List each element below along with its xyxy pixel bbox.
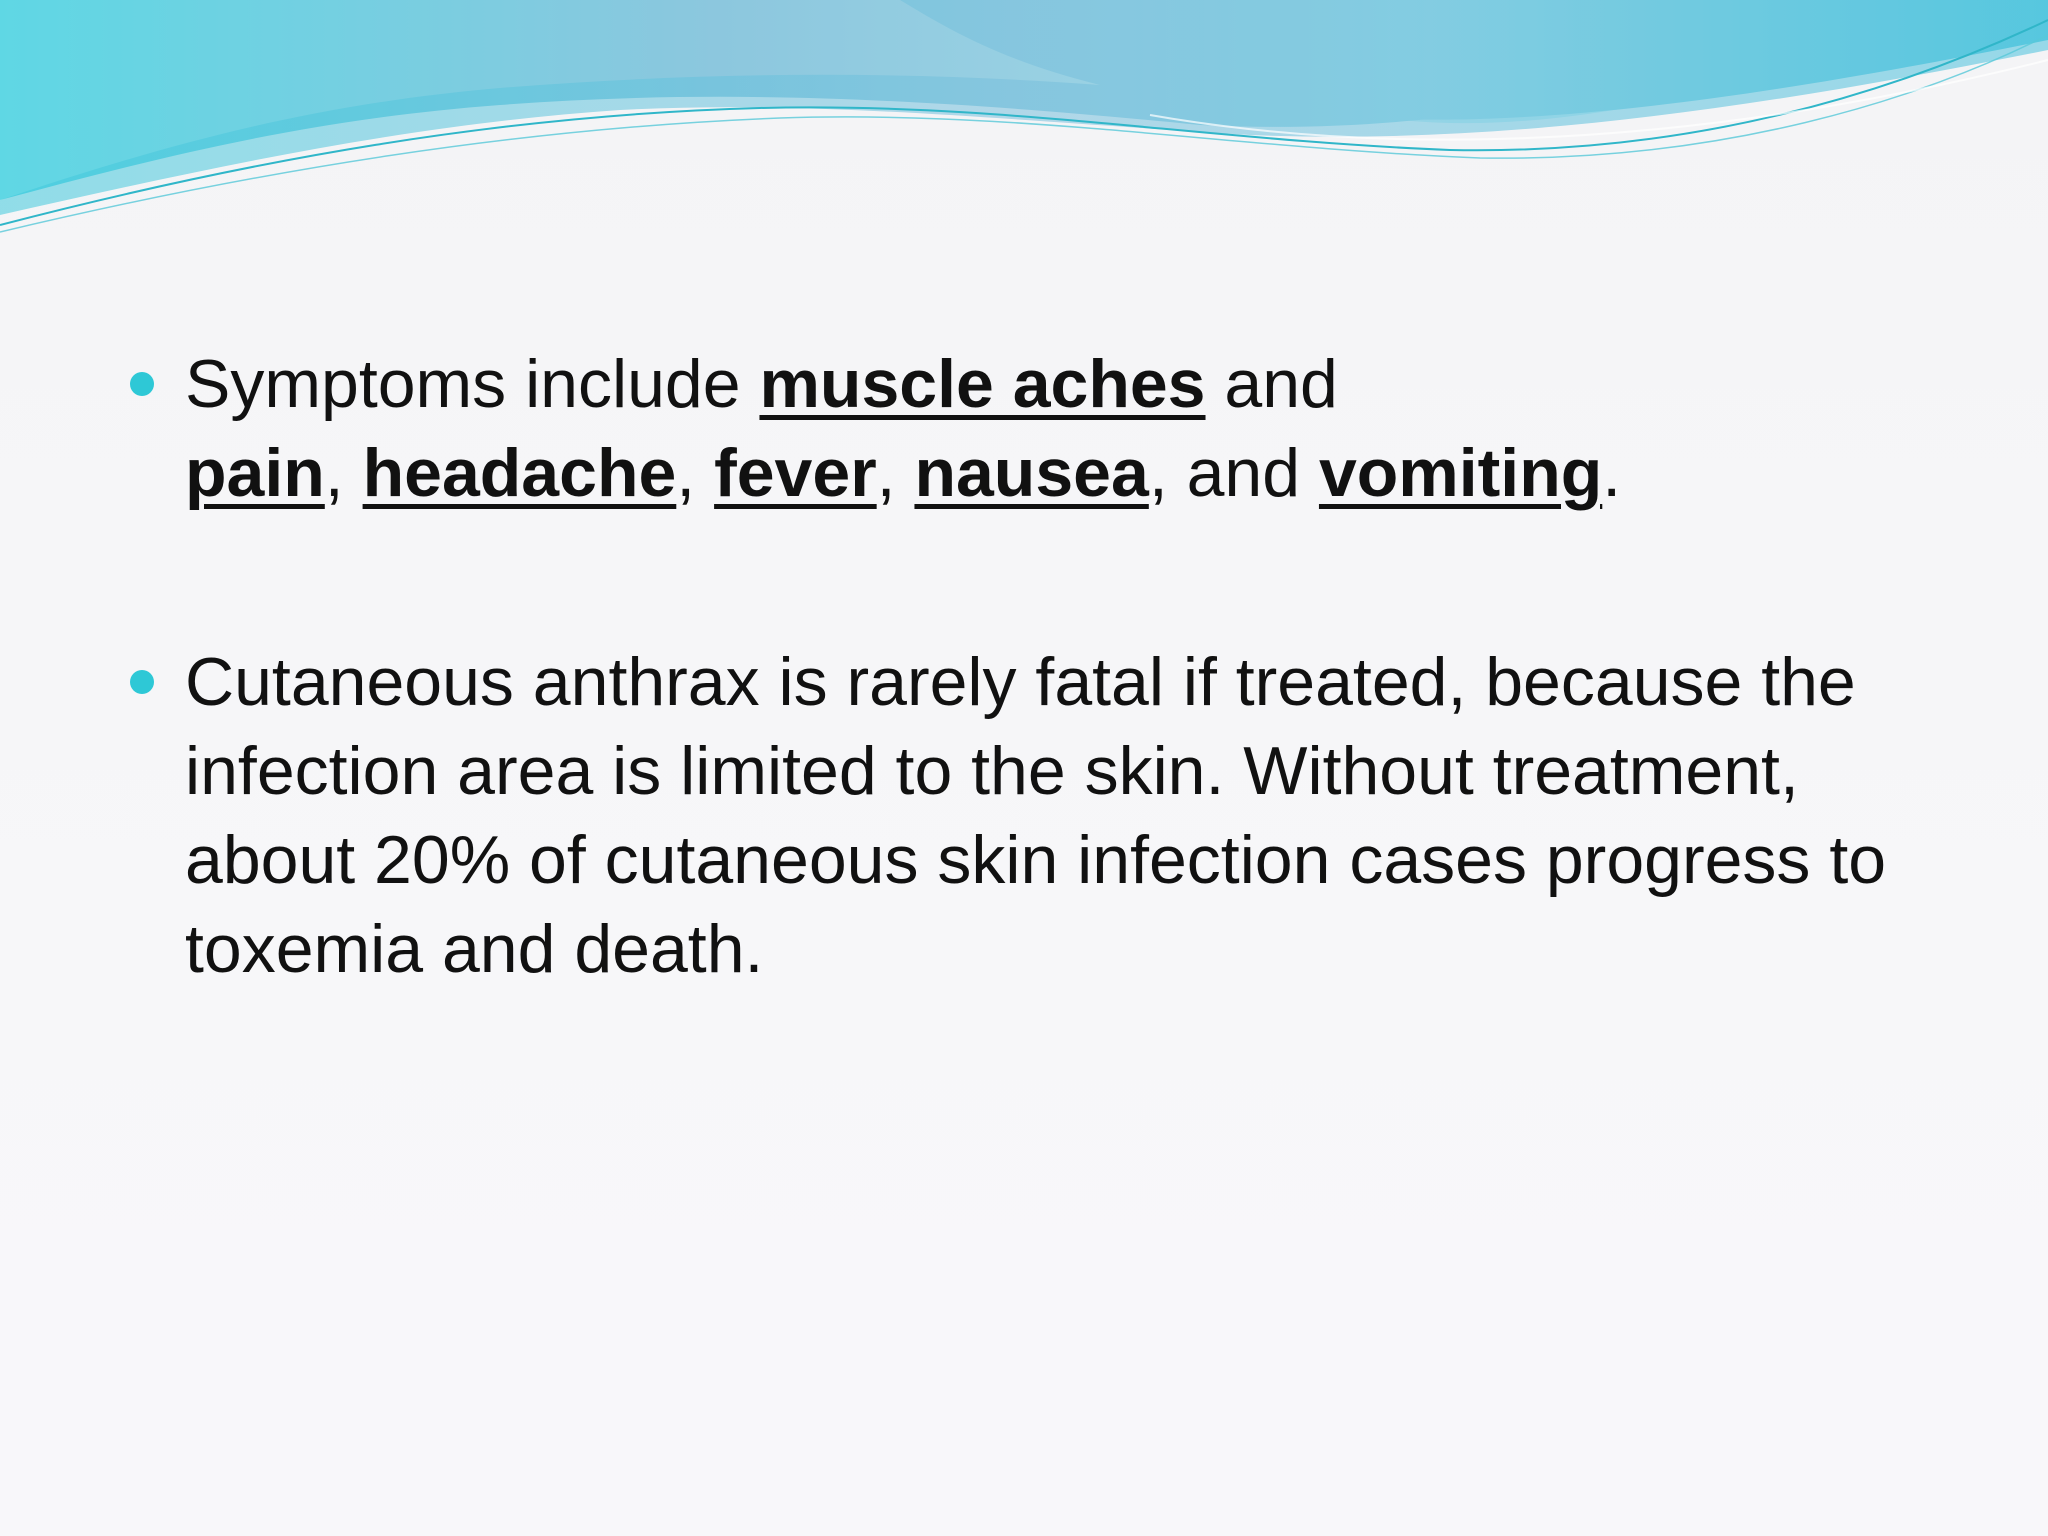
bullet-dot-icon bbox=[130, 670, 154, 694]
wave-header-decoration bbox=[0, 0, 2048, 240]
bullet-list bbox=[130, 340, 1950, 1114]
bullet-text: Cutaneous anthrax is rarely fatal if treated, because the infection area is limited to the skin. Without treatment, about 20% of cutaneous skin infection cases progress to toxemia and death. bbox=[185, 644, 1887, 987]
bullet-item-symptoms bbox=[130, 340, 1950, 518]
bullet-item-cutaneous bbox=[130, 638, 1905, 994]
bullet-dot-icon bbox=[130, 372, 154, 396]
bullet-text: Symptoms include muscle aches and pain, headache, fever, nausea, and vomiting. bbox=[185, 346, 1622, 511]
